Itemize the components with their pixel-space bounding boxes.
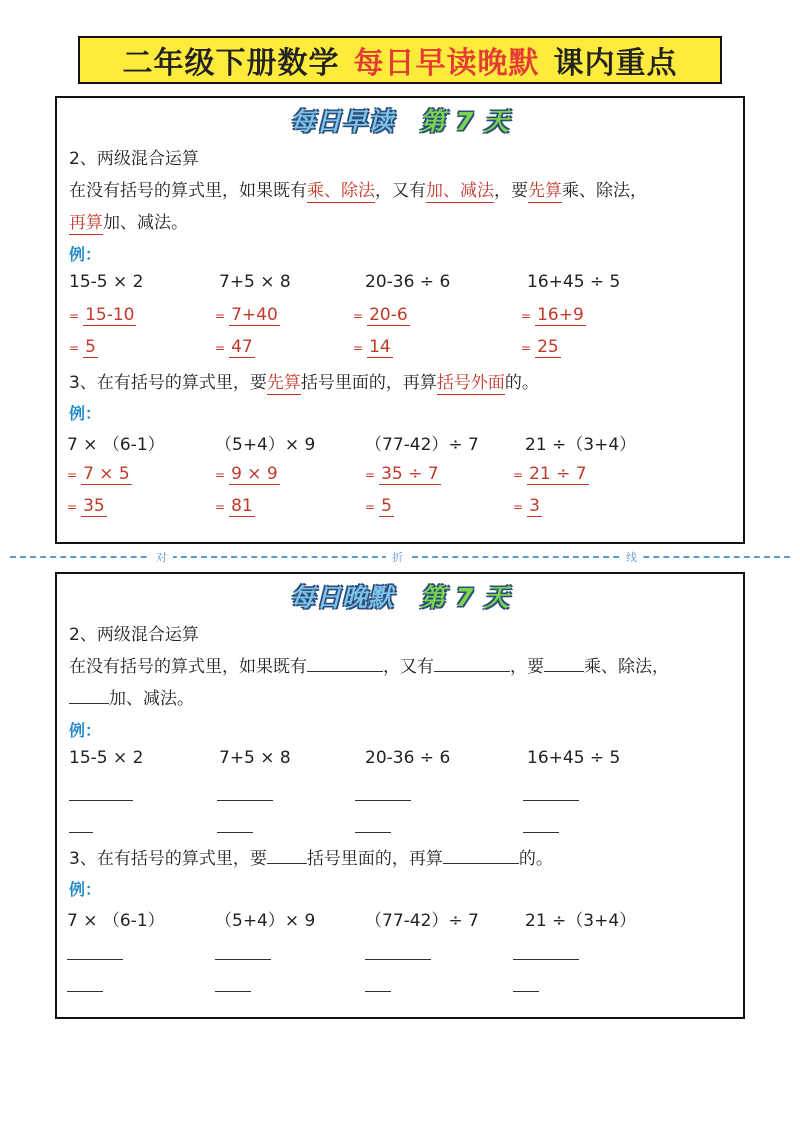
rule-text: 的。 (518, 849, 553, 869)
fill-blank[interactable] (267, 847, 307, 864)
answer-step1: = 21 ÷ 7 (513, 464, 587, 484)
answer-step1: = 9 × 9 (215, 464, 278, 484)
rule-answer-muldiv: 乘、除法 (307, 181, 375, 201)
evening-dictation-box (55, 572, 745, 1019)
answer-step1: = 7 × 5 (67, 464, 130, 484)
section2-rule-line1 (69, 652, 735, 677)
example-question: 21 ÷（3+4） (525, 435, 637, 455)
answer-blank[interactable] (67, 959, 123, 960)
example-question: 7 × （6-1） (67, 911, 165, 931)
fold-label: 线 (620, 549, 643, 565)
rule-text: 乘、除法， (562, 181, 647, 201)
rule-text: 括号里面的，再算 (300, 373, 437, 393)
rule-text: 的。 (504, 373, 539, 393)
answer-blank[interactable] (355, 800, 411, 801)
example-question: （5+4）× 9 (215, 911, 316, 931)
section2-title: 2、两级混合运算 (69, 149, 199, 169)
rule-text: 括号里面的，再算 (306, 849, 443, 869)
answer-blank[interactable] (217, 832, 253, 833)
rule-answer-first: 先算 (266, 373, 301, 393)
rule-text: 加、减法。 (103, 213, 188, 233)
answer-blank[interactable] (69, 832, 93, 833)
answer-step2: = 5 (365, 496, 392, 516)
answer-blank[interactable] (365, 991, 391, 992)
answer-blank[interactable] (365, 959, 431, 960)
morning-reading-box (55, 96, 745, 544)
rule-text: ，又有 (375, 181, 426, 201)
page-banner (78, 36, 722, 84)
answer-blank[interactable] (69, 800, 133, 801)
rule-text: ，要 (510, 657, 544, 677)
example-label: 例： (69, 880, 102, 899)
answer-step1: = 35 ÷ 7 (365, 464, 439, 484)
morning-box-title (57, 102, 743, 138)
answer-step1: = 20-6 (353, 305, 408, 325)
answer-blank[interactable] (217, 800, 273, 801)
rule-text: ，要 (494, 181, 528, 201)
fill-blank[interactable] (69, 687, 109, 704)
rule-text: 乘、除法， (584, 657, 669, 677)
banner-title-part2: 每日早读晚默 (353, 46, 540, 81)
answer-blank[interactable] (215, 991, 251, 992)
rule-text: 在没有括号的算式里，如果既有 (69, 181, 307, 201)
section2-rule-line2 (69, 684, 735, 709)
rule-text: 3、在有括号的算式里，要 (69, 373, 267, 393)
answer-step2: = 35 (67, 496, 105, 516)
example-question: 20-36 ÷ 6 (365, 748, 451, 768)
example-question: 7+5 × 8 (219, 272, 291, 292)
fill-blank[interactable] (307, 655, 383, 672)
example-label: 例： (69, 404, 102, 423)
rule-answer-outside: 括号外面 (436, 373, 505, 393)
evening-box-title (57, 578, 743, 614)
example-question: 21 ÷（3+4） (525, 911, 637, 931)
banner-title-part3: 课内重点 (553, 46, 678, 81)
example-question: 15-5 × 2 (69, 748, 144, 768)
example-question: 7+5 × 8 (219, 748, 291, 768)
rule-text: 在没有括号的算式里，如果既有 (69, 657, 307, 677)
example-question: （77-42）÷ 7 (365, 911, 479, 931)
section3-rule (69, 844, 735, 869)
rule-answer-addsub: 加、减法 (426, 181, 494, 201)
answer-step2: = 3 (513, 496, 540, 516)
fold-label: 折 (386, 549, 409, 565)
rule-text: 3、在有括号的算式里，要 (69, 849, 267, 869)
answer-step2: = 81 (215, 496, 253, 516)
fill-blank[interactable] (443, 847, 519, 864)
evening-title-text: 每日晚默 (290, 583, 395, 612)
answer-blank[interactable] (523, 832, 559, 833)
answer-blank[interactable] (513, 959, 579, 960)
answer-step2: = 5 (69, 337, 96, 357)
section2-rule-line2 (69, 208, 735, 233)
section2-title: 2、两级混合运算 (69, 625, 199, 645)
answer-step2: = 25 (521, 337, 559, 357)
banner-title-part1: 二年级下册数学 (122, 46, 340, 81)
example-question: 16+45 ÷ 5 (527, 748, 621, 768)
example-label: 例： (69, 245, 102, 264)
rule-text: 加、减法。 (109, 689, 194, 709)
answer-blank[interactable] (215, 959, 271, 960)
rule-text: ，又有 (383, 657, 434, 677)
answer-blank[interactable] (67, 991, 103, 992)
morning-title-text: 每日早读 (290, 107, 395, 136)
section2-rule-line1 (69, 176, 735, 201)
rule-answer-then: 再算 (69, 213, 103, 233)
example-question: 7 × （6-1） (67, 435, 165, 455)
rule-answer-first: 先算 (528, 181, 562, 201)
answer-step1: = 7+40 (215, 305, 278, 325)
fold-label: 对 (150, 549, 173, 565)
section3-rule (69, 368, 735, 393)
answer-step2: = 14 (353, 337, 391, 357)
fill-blank[interactable] (544, 655, 584, 672)
answer-blank[interactable] (523, 800, 579, 801)
answer-blank[interactable] (355, 832, 391, 833)
answer-step1: = 16+9 (521, 305, 584, 325)
answer-step2: = 47 (215, 337, 253, 357)
example-question: （77-42）÷ 7 (365, 435, 479, 455)
example-question: 20-36 ÷ 6 (365, 272, 451, 292)
example-question: 15-5 × 2 (69, 272, 144, 292)
example-question: 16+45 ÷ 5 (527, 272, 621, 292)
answer-blank[interactable] (513, 991, 539, 992)
example-question: （5+4）× 9 (215, 435, 316, 455)
example-label: 例： (69, 721, 102, 740)
answer-step1: = 15-10 (69, 305, 135, 325)
evening-day-text: 第 7 天 (420, 583, 510, 612)
fill-blank[interactable] (434, 655, 510, 672)
morning-day-text: 第 7 天 (420, 107, 510, 136)
